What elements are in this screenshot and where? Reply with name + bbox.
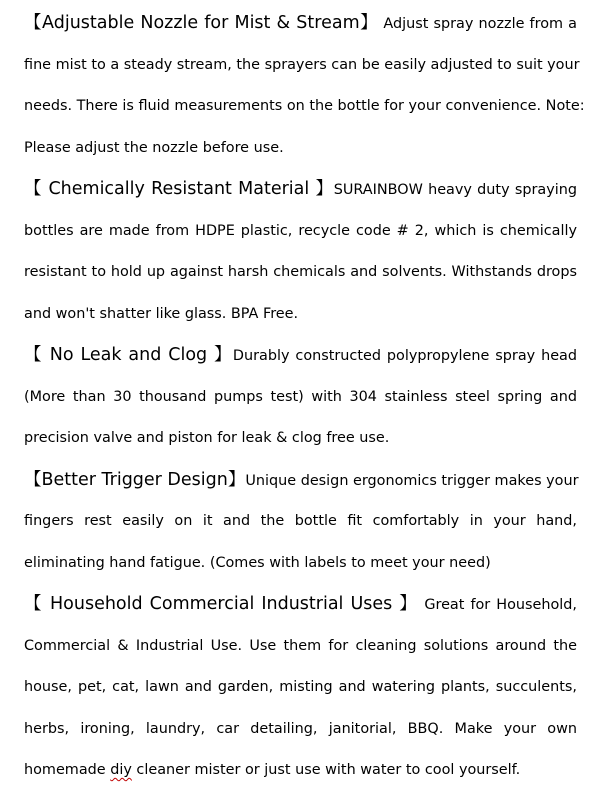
body-line: herbs, ironing, laundry, car detailing, janitorial, BBQ. Make your own [24,720,577,737]
document-body [24,0,585,792]
body-line: fine mist to a steady stream, the sprayers can be easily adjusted to suit your [24,56,580,73]
body-line: house, pet, cat, lawn and garden, misting and watering plants, succulents, [24,679,577,695]
body-line: Commercial & Industrial Use. Use them for cleaning solutions around the [24,637,577,654]
body-text: SURAINBOW heavy duty spraying [333,182,577,198]
section-heading: 【Better Trigger Design】 [24,469,246,490]
section-heading: 【 No Leak and Clog 】 [24,345,233,365]
body-line: fingers rest easily on it and the bottle fit comfortably in your hand, [24,513,577,529]
body-text: cleaner mister or just use with water to cool yourself. [131,762,521,778]
body-line: and won't shatter like glass. BPA Free. [24,305,299,322]
section-heading: 【Adjustable Nozzle for Mist & Stream】 [24,13,379,33]
body-text: Adjust spray nozzle from a [383,16,577,32]
body-text: Unique design ergonomics trigger makes your [245,472,579,489]
section-1-line-1 [24,3,577,45]
body-line-last [24,750,577,792]
section-heading: 【 Household Commercial Industrial Uses 】 [24,594,419,614]
spellcheck-flagged-word[interactable]: diy [110,762,132,778]
section-heading: 【 Chemically Resistant Material 】 [24,179,334,199]
body-line: resistant to hold up against harsh chemicals and solvents. Withstands drops [24,264,577,280]
section-5-line-1 [24,584,577,626]
body-line: needs. There is fluid measurements on the bottle for your convenience. Note: [24,98,585,114]
body-line: (More than 30 thousand pumps test) with 304 stainless steel spring and [24,388,577,405]
section-3-line-1 [24,335,577,377]
section-4-line-1 [24,460,577,502]
body-text: homemade [24,762,111,778]
body-line: eliminating hand fatigue. (Comes with labels to meet your need) [24,554,491,571]
body-text: Durably constructed polypropylene spray head [232,348,577,364]
section-2-line-1 [24,169,577,211]
body-line: bottles are made from HDPE plastic, recycle code # 2, which is chemically [24,222,577,239]
body-line: precision valve and piston for leak & clog free use. [24,430,390,446]
body-line: Please adjust the nozzle before use. [24,139,284,156]
body-text: Great for Household, [424,597,578,613]
